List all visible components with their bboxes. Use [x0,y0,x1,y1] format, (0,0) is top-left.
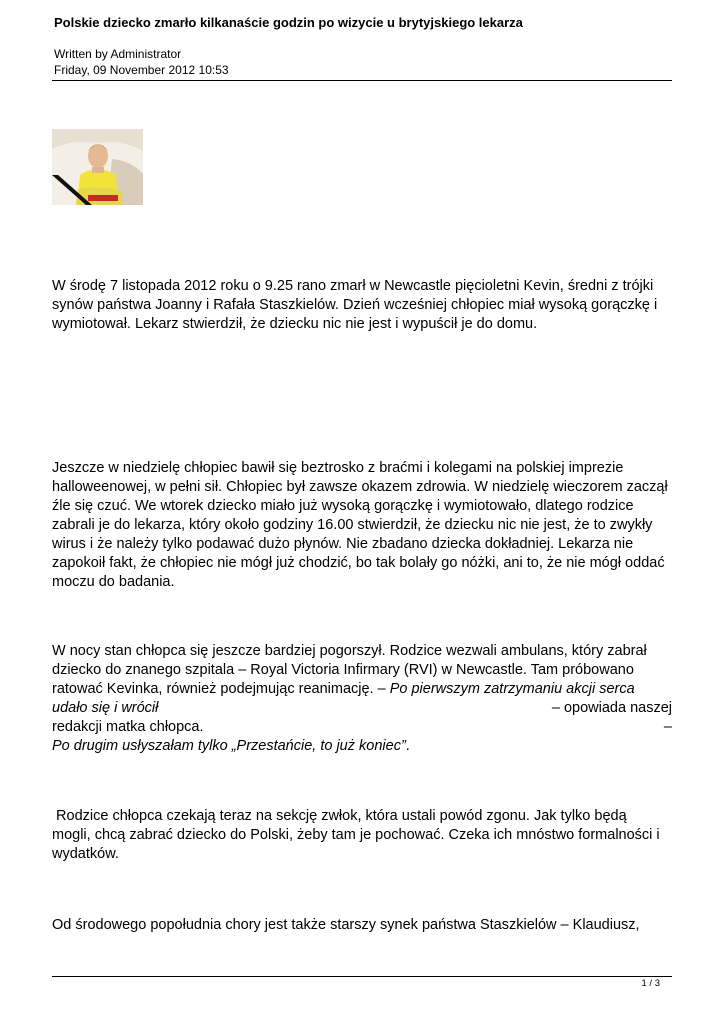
quote-text: udało się i wrócił [52,700,159,716]
paragraph-line: Rodzice chłopca czekają teraz na sekcję zwłok, która ustali powód zgonu. Jak tylko będą [52,808,627,824]
paragraph-line [52,718,672,737]
paragraph-line: wydatków. [52,846,119,862]
paragraph-line: halloweenowej, w pełni sił. Chłopiec był zawsze okazem zdrowia. W niedzielę wieczorem zaczął [52,479,668,495]
paragraph-line: mogli, chcą zabrać dziecko do Polski, żeby tam je pochować. Czeka ich mnóstwo formalności i [52,827,660,843]
paragraph-line: W nocy stan chłopca się jeszcze bardziej pogorszył. Rodzice wezwali ambulans, który zabrał [52,643,647,659]
paragraph-1 [52,277,672,334]
quote-dash: – [663,719,672,735]
page-number: 1 / 3 [641,978,660,989]
paragraph-line: synów państwa Joanny i Rafała Staszkielów. Dzień wcześniej chłopiec miał wysoką gorączkę i [52,297,658,313]
header-divider [52,80,672,81]
paragraph-line [52,737,672,756]
article-photo [52,129,143,205]
paragraph-line: Od środowego popołudnia chory jest także starszy synek państwa Staszkielów – Klaudiusz, [52,917,640,933]
paragraph-line [52,680,672,699]
article-date: Friday, 09 November 2012 10:53 [54,63,229,77]
paragraph-line: zabrali je do lekarza, który około godziny 16.00 stwierdził, że dziecku nic nie jest, że to zwykły [52,517,653,533]
article-title: Polskie dziecko zmarło kilkanaście godzin po wizycie u brytyjskiego lekarza [54,15,523,30]
paragraph-5 [52,916,672,935]
quote-text: Po pierwszym zatrzymaniu akcji serca [389,681,635,697]
paragraph-2 [52,459,672,592]
paragraph-line: źle się czuć. We wtorek dziecko miało już wysoką gorączkę i wymiotowało, dlatego rodzice [52,498,634,514]
article-author: Written by Administrator [54,47,182,61]
paragraph-3 [52,642,672,756]
paragraph-text: ratować Kevinka, również podejmując reanimację. – [52,681,390,697]
paragraph-line: moczu do badania. [52,574,175,590]
paragraph-line: dziecko do znanego szpitala – Royal Victoria Infirmary (RVI) w Newcastle. Tam próbowano [52,662,634,678]
paragraph-line: zapokoił fakt, że chłopiec nie mógł już chodzić, bo tak bolały go nóżki, ani to, że nie mógł oddać [52,555,665,571]
paragraph-text: – opowiada naszej [551,700,672,716]
footer-divider [52,976,672,977]
paragraph-4 [52,807,672,864]
paragraph-line: Jeszcze w niedzielę chłopiec bawił się beztrosko z braćmi i kolegami na polskiej imprezie [52,460,624,476]
paragraph-line: wirus i że należy tylko podawać dużo płynów. Nie zbadano dziecka dokładniej. Lekarza nie [52,536,634,552]
photo-illustration [52,129,143,205]
paragraph-line: wymiotował. Lekarz stwierdził, że dziecku nic nie jest i wypuścił je do domu. [52,316,538,332]
paragraph-text: . [405,738,410,754]
paragraph-line: W środę 7 listopada 2012 roku o 9.25 rano zmarł w Newcastle pięcioletni Kevin, średni z trójki [52,278,654,294]
paragraph-text: redakcji matka chłopca. [52,719,204,735]
quote-text: Po drugim usłyszałam tylko „Przestańcie, to już koniec” [52,738,406,754]
paragraph-line [52,699,672,718]
